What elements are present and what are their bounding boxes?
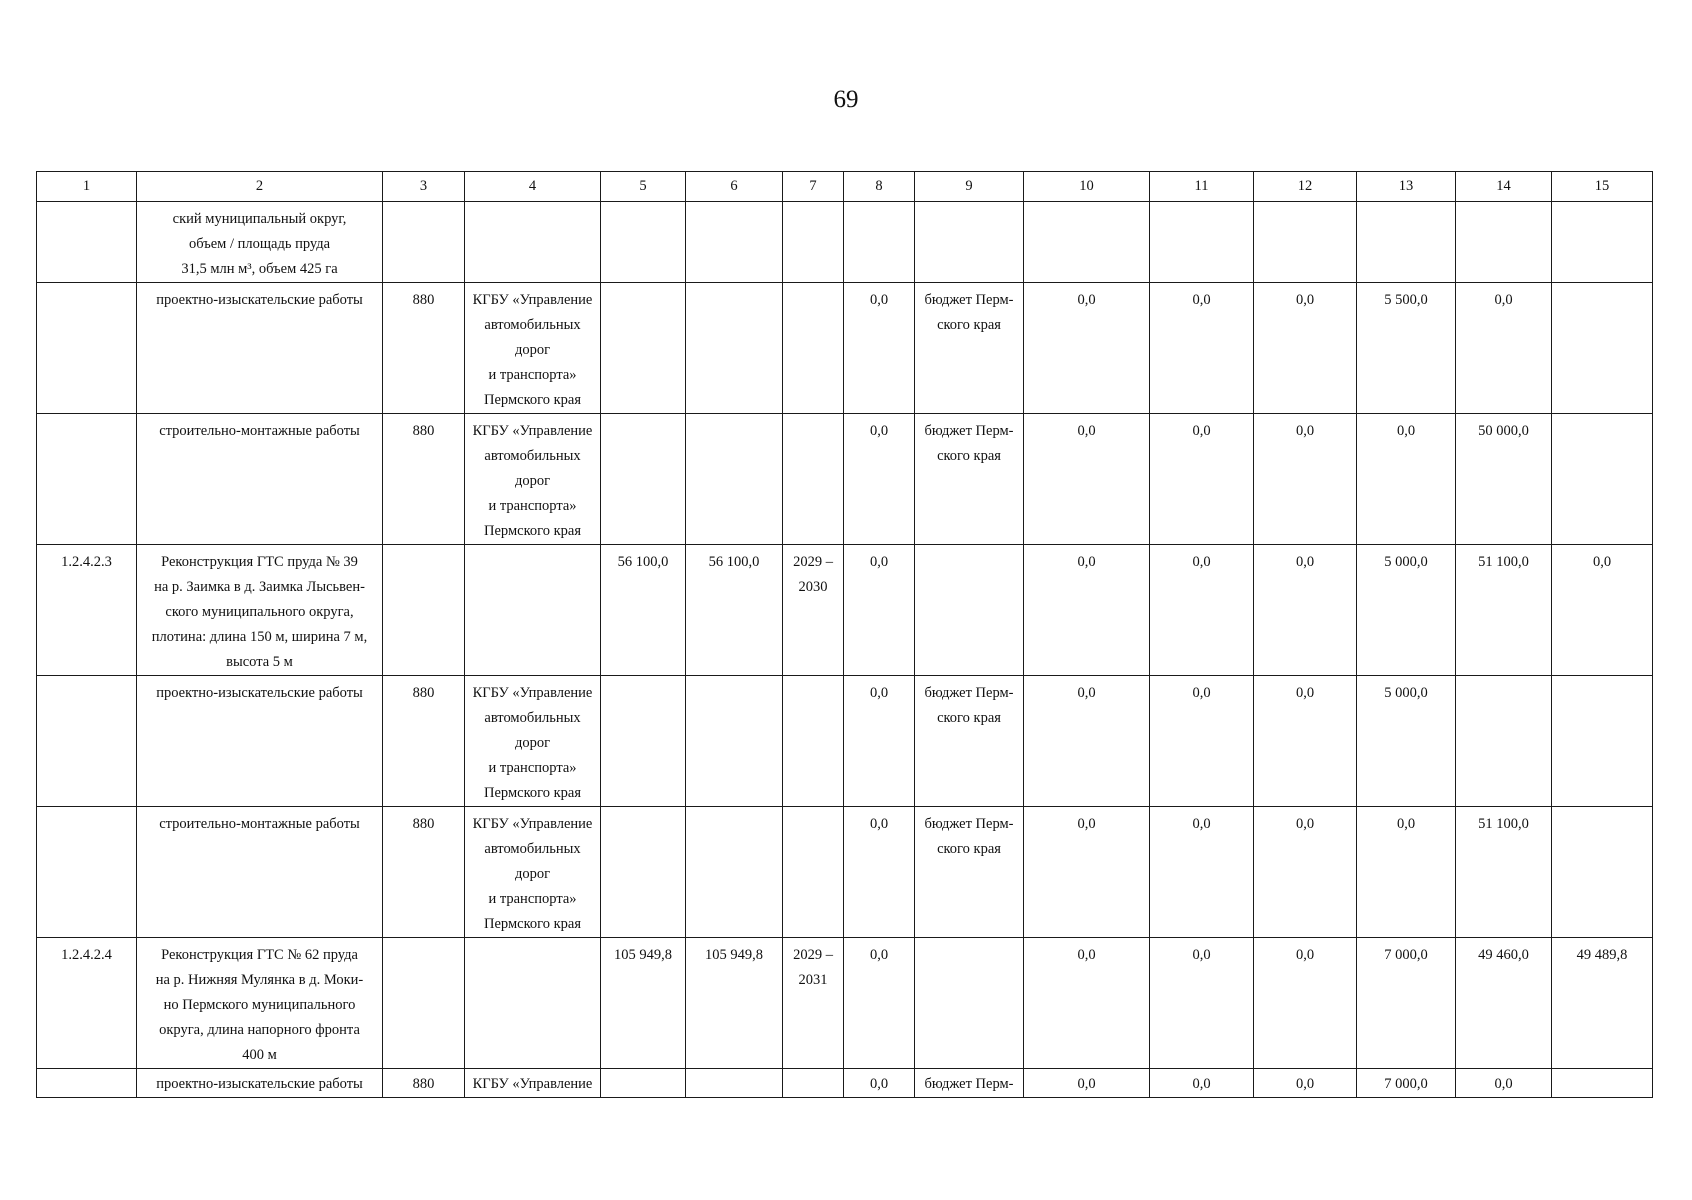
table-row <box>37 202 1653 283</box>
table-cell-col-13 <box>1357 283 1456 414</box>
table-cell-col-13 <box>1357 202 1456 283</box>
table-cell-col-9 <box>915 807 1024 938</box>
table-cell-col-12 <box>1254 676 1357 807</box>
cell-text: Реконструкция ГТС пруда № 39 на р. Заимка в д. Заимка Лысьвен- ского муниципального округа, плотина: длина 150 м, ширина 7 м, высота 5 м <box>151 554 368 670</box>
table-cell-col-12 <box>1254 1069 1357 1098</box>
table-cell-col-5 <box>601 807 686 938</box>
cell-text: 880 <box>412 816 435 832</box>
table-cell-col-11 <box>1150 676 1254 807</box>
table-cell-col-12 <box>1254 807 1357 938</box>
cell-text: 7 000,0 <box>1384 1076 1428 1092</box>
table-cell-col-13 <box>1357 676 1456 807</box>
table-cell-col-1 <box>37 414 137 545</box>
table-cell-col-14 <box>1456 283 1552 414</box>
cell-text: 0,0 <box>1295 1076 1315 1092</box>
table-cell-col-2 <box>137 414 383 545</box>
column-header: 1 <box>37 172 137 202</box>
cell-text: строительно-монтажные работы <box>159 816 360 832</box>
table-row <box>37 545 1653 676</box>
cell-text: бюджет Перм- ского края <box>924 292 1014 333</box>
table-cell-col-1 <box>37 545 137 676</box>
table-cell-col-9 <box>915 545 1024 676</box>
table-cell-col-14 <box>1456 545 1552 676</box>
column-header: 7 <box>783 172 844 202</box>
table-cell-col-3 <box>383 545 465 676</box>
column-header: 5 <box>601 172 686 202</box>
table-cell-col-12 <box>1254 414 1357 545</box>
cell-text: 1.2.4.2.4 <box>61 947 112 963</box>
table-cell-col-15 <box>1552 202 1653 283</box>
table-cell-col-6 <box>686 283 783 414</box>
cell-text: 0,0 <box>1494 1076 1513 1092</box>
cell-text: 0,0 <box>1295 947 1315 963</box>
cell-text: бюджет Перм- ского края <box>924 685 1014 726</box>
table-cell-col-11 <box>1150 202 1254 283</box>
table-cell-col-5 <box>601 938 686 1069</box>
table-cell-col-9 <box>915 938 1024 1069</box>
table-cell-col-4 <box>465 938 601 1069</box>
cell-text: бюджет Перм- ского края <box>924 816 1014 857</box>
table-cell-col-4 <box>465 414 601 545</box>
cell-text: КГБУ «Управление автомобильных дорог и транспорта» Пермского края <box>472 685 593 801</box>
table-cell-col-4 <box>465 202 601 283</box>
table-cell-col-9 <box>915 676 1024 807</box>
cell-text: 49 489,8 <box>1576 947 1628 963</box>
cell-text: 0,0 <box>1192 947 1211 963</box>
cell-text: ский муниципальный округ, объем / площадь пруда 31,5 млн м³, объем 425 га <box>172 211 347 277</box>
table-cell-col-2 <box>137 202 383 283</box>
table-cell-col-7 <box>783 545 844 676</box>
cell-text: 0,0 <box>869 423 889 439</box>
cell-text: 0,0 <box>1192 1076 1211 1092</box>
table-cell-col-15 <box>1552 807 1653 938</box>
table-cell-col-7 <box>783 414 844 545</box>
table-cell-col-12 <box>1254 938 1357 1069</box>
table-cell-col-5 <box>601 676 686 807</box>
table-cell-col-7 <box>783 938 844 1069</box>
table-cell-col-2 <box>137 1069 383 1098</box>
table-cell-col-11 <box>1150 938 1254 1069</box>
table-cell-col-13 <box>1357 545 1456 676</box>
table-cell-col-3 <box>383 676 465 807</box>
table-row <box>37 807 1653 938</box>
cell-text: 56 100,0 <box>708 554 760 570</box>
table-cell-col-2 <box>137 676 383 807</box>
table-cell-col-1 <box>37 202 137 283</box>
table-cell-col-10 <box>1024 283 1150 414</box>
cell-text: 880 <box>412 292 435 308</box>
cell-text: 49 460,0 <box>1478 947 1529 963</box>
table-cell-col-1 <box>37 676 137 807</box>
table-cell-col-14 <box>1456 938 1552 1069</box>
table-cell-col-7 <box>783 676 844 807</box>
table-cell-col-7 <box>783 807 844 938</box>
table-cell-col-14 <box>1456 202 1552 283</box>
column-header: 4 <box>465 172 601 202</box>
cell-text: 0,0 <box>869 947 889 963</box>
cell-text: 0,0 <box>1295 554 1315 570</box>
cell-text: 0,0 <box>1077 292 1096 308</box>
table-cell-col-2 <box>137 545 383 676</box>
table-cell-col-14 <box>1456 807 1552 938</box>
table-cell-col-3 <box>383 414 465 545</box>
cell-text: 0,0 <box>869 1076 889 1092</box>
cell-text: 5 000,0 <box>1384 554 1428 570</box>
cell-text: КГБУ «Управление автомобильных дорог и транспорта» Пермского края <box>472 423 593 539</box>
table-row <box>37 414 1653 545</box>
table-cell-col-1 <box>37 283 137 414</box>
table-cell-col-6 <box>686 807 783 938</box>
table-cell-col-8 <box>844 807 915 938</box>
column-number-row <box>37 172 1653 202</box>
cell-text: КГБУ «Управление автомобильных дорог и транспорта» Пермского края <box>472 816 593 932</box>
table-cell-col-3 <box>383 1069 465 1098</box>
cell-text: 0,0 <box>1077 685 1096 701</box>
cell-text: 0,0 <box>1295 816 1315 832</box>
column-header: 2 <box>137 172 383 202</box>
table-cell-col-9 <box>915 283 1024 414</box>
table-cell-col-6 <box>686 938 783 1069</box>
table-row <box>37 938 1653 1069</box>
table-cell-col-5 <box>601 1069 686 1098</box>
table-cell-col-12 <box>1254 202 1357 283</box>
table-cell-col-10 <box>1024 545 1150 676</box>
table-cell-col-3 <box>383 202 465 283</box>
table-cell-col-14 <box>1456 1069 1552 1098</box>
table-cell-col-4 <box>465 545 601 676</box>
table-cell-col-15 <box>1552 1069 1653 1098</box>
table-cell-col-2 <box>137 807 383 938</box>
table-cell-col-12 <box>1254 545 1357 676</box>
cell-text: 0,0 <box>1295 685 1315 701</box>
cell-text: 0,0 <box>1396 423 1416 439</box>
cell-text: 880 <box>412 1076 435 1092</box>
table-cell-col-14 <box>1456 414 1552 545</box>
cell-text: 0,0 <box>869 554 889 570</box>
table-cell-col-1 <box>37 1069 137 1098</box>
cell-text: 0,0 <box>869 292 889 308</box>
table-cell-col-10 <box>1024 1069 1150 1098</box>
table-cell-col-11 <box>1150 283 1254 414</box>
table-cell-col-10 <box>1024 938 1150 1069</box>
cell-text: 105 949,8 <box>614 947 672 963</box>
cell-text: 105 949,8 <box>705 947 763 963</box>
cell-text: 0,0 <box>1592 554 1612 570</box>
table-body <box>37 202 1653 1098</box>
cell-text: 0,0 <box>1192 816 1211 832</box>
cell-text: 0,0 <box>1077 423 1096 439</box>
column-header: 3 <box>383 172 465 202</box>
table-cell-col-11 <box>1150 1069 1254 1098</box>
table-cell-col-10 <box>1024 414 1150 545</box>
table-cell-col-5 <box>601 545 686 676</box>
table-row <box>37 283 1653 414</box>
cell-text: проектно-изыскательские работы <box>156 1076 363 1092</box>
table-cell-col-9 <box>915 202 1024 283</box>
table-cell-col-3 <box>383 283 465 414</box>
table-cell-col-6 <box>686 414 783 545</box>
cell-text: 880 <box>412 685 435 701</box>
cell-text: 0,0 <box>1192 292 1211 308</box>
budget-table <box>36 171 1653 1098</box>
cell-text: строительно-монтажные работы <box>159 423 360 439</box>
table-cell-col-9 <box>915 414 1024 545</box>
table-cell-col-10 <box>1024 676 1150 807</box>
table-cell-col-15 <box>1552 545 1653 676</box>
cell-text: бюджет Перм- ского края <box>924 423 1014 464</box>
cell-text: 7 000,0 <box>1384 947 1428 963</box>
cell-text: 0,0 <box>1295 292 1315 308</box>
table-cell-col-15 <box>1552 283 1653 414</box>
table-cell-col-4 <box>465 1069 601 1098</box>
cell-text: 56 100,0 <box>617 554 669 570</box>
table-cell-col-13 <box>1357 807 1456 938</box>
cell-text: проектно-изыскательские работы <box>156 685 363 701</box>
cell-text: 0,0 <box>1295 423 1315 439</box>
table-cell-col-2 <box>137 283 383 414</box>
table-cell-col-6 <box>686 1069 783 1098</box>
table-cell-col-3 <box>383 807 465 938</box>
column-header: 14 <box>1456 172 1552 202</box>
table-cell-col-13 <box>1357 1069 1456 1098</box>
table-cell-col-13 <box>1357 938 1456 1069</box>
cell-text: 0,0 <box>1192 685 1211 701</box>
table-cell-col-11 <box>1150 807 1254 938</box>
table-cell-col-10 <box>1024 807 1150 938</box>
cell-text: Реконструкция ГТС № 62 пруда на р. Нижняя Мулянка в д. Моки- но Пермского муниципального округа, длина напорного фронта 400 м <box>155 947 364 1063</box>
cell-text: 5 000,0 <box>1384 685 1428 701</box>
table-cell-col-15 <box>1552 414 1653 545</box>
column-header: 15 <box>1552 172 1653 202</box>
table-cell-col-6 <box>686 545 783 676</box>
cell-text: 51 100,0 <box>1478 554 1529 570</box>
cell-text: 1.2.4.2.3 <box>61 554 112 570</box>
table-cell-col-6 <box>686 676 783 807</box>
column-header: 12 <box>1254 172 1357 202</box>
cell-text: 0,0 <box>1192 554 1211 570</box>
cell-text: 2029 – 2031 <box>793 947 833 988</box>
table-cell-col-11 <box>1150 414 1254 545</box>
cell-text: 0,0 <box>869 816 889 832</box>
cell-text: 0,0 <box>869 685 889 701</box>
cell-text: бюджет Перм- <box>924 1076 1014 1092</box>
cell-text: КГБУ «Управление <box>472 1076 593 1092</box>
column-header: 13 <box>1357 172 1456 202</box>
cell-text: 50 000,0 <box>1478 423 1529 439</box>
table-cell-col-15 <box>1552 938 1653 1069</box>
table-row <box>37 1069 1653 1098</box>
table-cell-col-7 <box>783 283 844 414</box>
table-cell-col-4 <box>465 283 601 414</box>
table-cell-col-10 <box>1024 202 1150 283</box>
table-row <box>37 676 1653 807</box>
table-cell-col-5 <box>601 202 686 283</box>
table-cell-col-7 <box>783 202 844 283</box>
table-cell-col-1 <box>37 938 137 1069</box>
column-header: 11 <box>1150 172 1254 202</box>
cell-text: 0,0 <box>1494 292 1513 308</box>
table-cell-col-14 <box>1456 676 1552 807</box>
table-cell-col-15 <box>1552 676 1653 807</box>
cell-text: КГБУ «Управление автомобильных дорог и транспорта» Пермского края <box>472 292 593 408</box>
table-cell-col-1 <box>37 807 137 938</box>
table-cell-col-8 <box>844 414 915 545</box>
cell-text: 2029 – 2030 <box>793 554 833 595</box>
table-cell-col-6 <box>686 202 783 283</box>
cell-text: 51 100,0 <box>1478 816 1529 832</box>
table-cell-col-12 <box>1254 283 1357 414</box>
table-cell-col-8 <box>844 283 915 414</box>
table-cell-col-5 <box>601 283 686 414</box>
table-cell-col-4 <box>465 807 601 938</box>
column-header: 9 <box>915 172 1024 202</box>
column-header: 6 <box>686 172 783 202</box>
table-cell-col-5 <box>601 414 686 545</box>
cell-text: 0,0 <box>1077 1076 1096 1092</box>
table-cell-col-8 <box>844 1069 915 1098</box>
cell-text: 5 500,0 <box>1384 292 1428 308</box>
table-cell-col-3 <box>383 938 465 1069</box>
table-cell-col-8 <box>844 938 915 1069</box>
table-cell-col-2 <box>137 938 383 1069</box>
cell-text: 0,0 <box>1077 947 1096 963</box>
table-cell-col-13 <box>1357 414 1456 545</box>
cell-text: 0,0 <box>1192 423 1211 439</box>
cell-text: 880 <box>412 423 435 439</box>
cell-text: 0,0 <box>1077 816 1096 832</box>
column-header: 8 <box>844 172 915 202</box>
cell-text: проектно-изыскательские работы <box>156 292 363 308</box>
table-cell-col-8 <box>844 676 915 807</box>
table-cell-col-8 <box>844 545 915 676</box>
table-cell-col-7 <box>783 1069 844 1098</box>
cell-text: 0,0 <box>1396 816 1416 832</box>
column-header: 10 <box>1024 172 1150 202</box>
table-cell-col-8 <box>844 202 915 283</box>
table-cell-col-4 <box>465 676 601 807</box>
cell-text: 0,0 <box>1077 554 1096 570</box>
page-number: 69 <box>833 86 859 113</box>
table-cell-col-11 <box>1150 545 1254 676</box>
table-cell-col-9 <box>915 1069 1024 1098</box>
